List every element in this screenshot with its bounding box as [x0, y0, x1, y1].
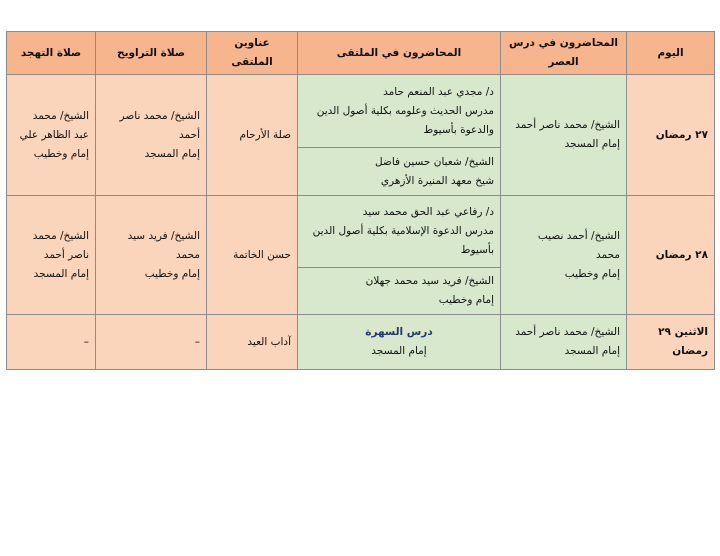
lecturer-cell [298, 75, 501, 148]
asr-cell [501, 315, 627, 370]
tahajjud-line: إمام وخطيب [33, 147, 89, 160]
tahajjud-line: ناصر أحمد [43, 248, 89, 261]
asr-line: إمام وخطيب [564, 267, 620, 280]
topic-cell: آداب العيد [207, 315, 298, 370]
lecturer-line: والدعوة بأسيوط [423, 123, 494, 136]
lecturer-cell [298, 315, 501, 370]
header-lecturers: المحاضرون في الملتقى [298, 32, 501, 75]
header-tahajjud: صلاة التهجد [7, 32, 96, 75]
taraweeh-cell [96, 196, 207, 315]
day-cell: ٢٧ رمضان [627, 75, 715, 196]
topic-cell: حسن الخاتمة [207, 196, 298, 315]
taraweeh-line: أحمد [179, 128, 200, 141]
lecturer-line: مدرس الدعوة الإسلامية بكلية أصول الدين [312, 225, 494, 237]
evening-lesson-title: درس السهرة [365, 326, 433, 338]
lecturer-line: شيخ معهد المنيرة الأزهري [380, 174, 494, 187]
header-asr: المحاضرون في درس العصر [501, 32, 627, 75]
taraweeh-cell [96, 75, 207, 196]
topic-cell: صلة الأرحام [207, 75, 298, 196]
header-day: اليوم [627, 32, 715, 75]
lecturer-cell [298, 148, 501, 196]
taraweeh-line: الشيخ/ محمد ناصر [119, 109, 200, 122]
tahajjud-cell [7, 75, 96, 196]
tahajjud-line: الشيخ/ محمد [32, 229, 89, 242]
taraweeh-cell: – [96, 315, 207, 370]
lecturer-line: إمام وخطيب [438, 294, 494, 306]
evening-lesson-sub: إمام المسجد [371, 345, 427, 357]
tahajjud-line: عبد الظاهر علي [19, 128, 89, 141]
asr-line: الشيخ/ محمد ناصر أحمد [515, 326, 620, 338]
header-row [7, 32, 715, 75]
asr-line: الشيخ/ أحمد نصيب [537, 229, 620, 242]
lecturer-line: الشيخ/ فريد سيد محمد جهلان [365, 275, 494, 287]
taraweeh-line: الشيخ/ فريد سيد محمد [127, 229, 200, 261]
asr-line: محمد [596, 248, 620, 261]
tahajjud-cell [7, 196, 96, 315]
schedule-table [6, 31, 715, 370]
tahajjud-cell: – [7, 315, 96, 370]
tahajjud-line: إمام المسجد [33, 267, 89, 280]
table-row [7, 315, 715, 370]
lecturer-line: مدرس الحديث وعلومه بكلية أصول الدين [316, 104, 494, 117]
header-topics: عناوين الملتقى [207, 32, 298, 75]
lecturer-cell [298, 268, 501, 315]
asr-line: الشيخ/ محمد ناصر أحمد [515, 119, 620, 131]
taraweeh-line: إمام المسجد [144, 147, 200, 160]
table-row [7, 196, 715, 268]
table-row [7, 75, 715, 148]
taraweeh-line: إمام وخطيب [144, 267, 200, 280]
asr-cell [501, 75, 627, 196]
header-taraweeh: صلاة التراويح [96, 32, 207, 75]
tahajjud-line: الشيخ/ محمد [32, 109, 89, 122]
day-cell: الاثنين ٢٩ رمضان [627, 315, 715, 370]
day-cell: ٢٨ رمضان [627, 196, 715, 315]
asr-line: إمام المسجد [564, 345, 620, 357]
lecturer-line: د/ رفاعي عبد الحق محمد سيد [362, 206, 494, 218]
lecturer-line: بأسيوط [460, 244, 494, 256]
lecturer-cell [298, 196, 501, 268]
asr-cell [501, 196, 627, 315]
lecturer-line: د/ مجدي عبد المنعم حامد [383, 85, 494, 98]
lecturer-line: الشيخ/ شعبان حسين فاضل [374, 155, 494, 168]
asr-line: إمام المسجد [564, 138, 620, 150]
